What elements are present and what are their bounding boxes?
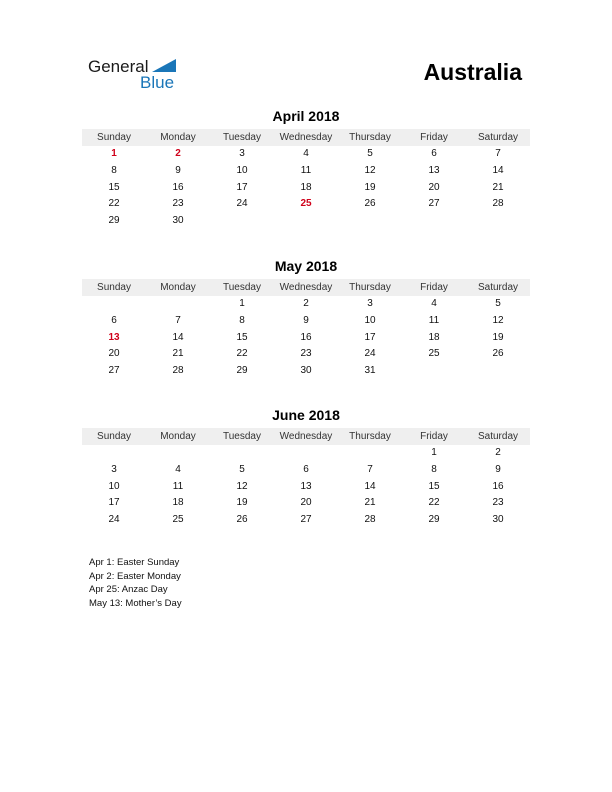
day-cell: 14 <box>364 480 376 492</box>
day-cell: 7 <box>367 463 373 475</box>
day-cell: 8 <box>431 463 437 475</box>
day-cell: 23 <box>300 348 312 360</box>
day-cell: 5 <box>239 463 245 475</box>
day-cell: 5 <box>495 298 501 309</box>
day-cell: 14 <box>492 164 504 176</box>
day-cell <box>466 363 530 380</box>
week-row <box>82 313 530 330</box>
day-cell: 27 <box>428 198 440 210</box>
day-cell: 11 <box>428 314 440 326</box>
day-cell: 3 <box>367 298 373 309</box>
week-row <box>82 462 530 479</box>
day-cell: 11 <box>300 164 312 176</box>
day-cell: 14 <box>172 331 184 343</box>
weekday-header: Thursday <box>349 132 391 143</box>
day-cell: 19 <box>492 331 504 343</box>
day-cell: 13 <box>428 164 440 176</box>
week-row <box>82 346 530 363</box>
day-cell: 18 <box>172 497 184 509</box>
day-cell: 24 <box>236 198 248 210</box>
day-cell: 7 <box>175 314 181 326</box>
day-cell: 18 <box>300 181 312 193</box>
day-cell <box>402 363 466 380</box>
day-cell: 25 <box>428 348 440 360</box>
weekday-header: Saturday <box>477 431 519 442</box>
day-cell: 16 <box>172 181 184 193</box>
month-block <box>82 107 530 230</box>
weekday-header: Saturday <box>477 132 519 143</box>
day-cell <box>274 445 338 462</box>
holiday-note: Apr 1: Easter Sunday <box>89 557 180 568</box>
holiday-note: Apr 2: Easter Monday <box>89 570 181 582</box>
day-cell: 29 <box>236 365 248 377</box>
day-cell: 17 <box>236 181 248 193</box>
day-cell: 9 <box>303 314 309 326</box>
day-cell: 10 <box>236 164 248 176</box>
day-cell: 23 <box>172 198 184 210</box>
month-title: June 2018 <box>272 407 340 423</box>
day-cell: 21 <box>172 348 184 360</box>
holiday-note: Apr 25: Anzac Day <box>89 584 168 595</box>
day-cell: 15 <box>428 480 440 492</box>
day-cell: 24 <box>108 514 120 526</box>
weekday-header-row <box>82 129 530 146</box>
day-cell <box>402 213 466 230</box>
day-cell: 15 <box>236 331 248 343</box>
week-row <box>82 163 530 180</box>
week-row <box>82 445 530 462</box>
day-cell: 12 <box>236 480 248 492</box>
day-cell: 9 <box>175 164 181 176</box>
country-title: Australia <box>423 59 522 85</box>
day-cell: 17 <box>108 497 120 509</box>
day-cell: 15 <box>108 181 120 193</box>
day-cell: 30 <box>300 365 312 377</box>
week-row <box>82 296 530 313</box>
weekday-header: Friday <box>420 132 448 143</box>
day-cell: 21 <box>364 497 376 509</box>
day-cell: 1 <box>431 447 437 458</box>
day-cell: 20 <box>108 348 120 360</box>
weekday-header: Friday <box>420 431 448 442</box>
day-cell <box>274 213 338 230</box>
week-row <box>82 196 530 213</box>
day-cell: 13 <box>300 480 312 492</box>
day-cell: 26 <box>364 198 376 210</box>
day-cell: 12 <box>492 314 504 326</box>
day-cell: 10 <box>108 480 120 492</box>
weekday-header: Monday <box>160 282 196 293</box>
day-cell: 8 <box>111 164 117 176</box>
weekday-header: Sunday <box>97 282 131 293</box>
week-row <box>82 495 530 512</box>
month-block <box>82 257 530 380</box>
weekday-header: Monday <box>160 132 196 143</box>
day-cell <box>210 213 274 230</box>
day-cell: 8 <box>239 314 245 326</box>
week-row <box>82 363 530 380</box>
day-cell: 6 <box>111 314 117 326</box>
day-cell: 22 <box>428 497 440 509</box>
day-cell: 10 <box>364 314 376 326</box>
weekday-header: Thursday <box>349 431 391 442</box>
week-row <box>82 146 530 163</box>
weekday-header: Tuesday <box>223 282 261 293</box>
weekday-header: Tuesday <box>223 132 261 143</box>
day-cell: 24 <box>364 348 376 360</box>
day-cell: 29 <box>108 215 120 227</box>
weekday-header: Thursday <box>349 282 391 293</box>
day-cell: 20 <box>300 497 312 509</box>
day-cell: 13 <box>108 331 120 343</box>
day-cell: 27 <box>108 365 120 377</box>
day-cell: 23 <box>492 497 504 509</box>
day-cell: 16 <box>300 331 312 343</box>
logo-general-text: General <box>88 57 149 76</box>
logo-triangle-icon <box>152 59 176 72</box>
day-cell <box>146 296 210 313</box>
day-cell: 28 <box>364 514 376 526</box>
day-cell: 26 <box>492 348 504 360</box>
weekday-header-row <box>82 428 530 445</box>
day-cell: 11 <box>172 480 184 492</box>
month-title: May 2018 <box>274 258 338 274</box>
day-cell: 25 <box>172 514 184 526</box>
day-cell <box>82 296 146 313</box>
day-cell: 22 <box>108 198 120 210</box>
day-cell: 30 <box>492 514 504 526</box>
weekday-header: Tuesday <box>223 431 261 442</box>
week-row <box>82 180 530 197</box>
week-row <box>82 330 530 347</box>
week-row <box>82 479 530 496</box>
day-cell: 17 <box>364 331 376 343</box>
day-cell: 28 <box>492 198 504 210</box>
holiday-notes <box>89 556 182 610</box>
day-cell: 30 <box>172 215 184 227</box>
weekday-header: Monday <box>160 431 196 442</box>
day-cell <box>82 445 146 462</box>
day-cell: 21 <box>492 181 504 193</box>
weekday-header: Saturday <box>477 282 519 293</box>
day-cell: 25 <box>300 198 312 210</box>
day-cell: 2 <box>303 298 309 309</box>
day-cell: 3 <box>239 148 245 159</box>
day-cell: 16 <box>492 480 504 492</box>
day-cell: 3 <box>111 463 117 475</box>
day-cell: 1 <box>111 148 117 159</box>
day-cell: 4 <box>175 463 181 475</box>
day-cell <box>338 213 402 230</box>
day-cell: 26 <box>236 514 248 526</box>
weekday-header: Sunday <box>97 431 131 442</box>
day-cell: 18 <box>428 331 440 343</box>
logo-blue-text: Blue <box>140 73 175 92</box>
day-cell: 4 <box>303 148 309 159</box>
weekday-header: Wednesday <box>279 132 333 143</box>
week-row <box>82 512 530 529</box>
day-cell: 7 <box>495 148 501 159</box>
weekday-header: Wednesday <box>279 282 333 293</box>
day-cell: 27 <box>300 514 312 526</box>
day-cell: 1 <box>239 298 245 309</box>
day-cell: 19 <box>236 497 248 509</box>
day-cell: 6 <box>431 148 437 159</box>
holiday-note: May 13: Mother’s Day <box>89 597 182 609</box>
day-cell: 12 <box>364 164 376 176</box>
day-cell <box>466 213 530 230</box>
day-cell: 19 <box>364 181 376 193</box>
weekday-header: Wednesday <box>279 431 333 442</box>
weekday-header-row <box>82 279 530 296</box>
day-cell: 5 <box>367 148 373 159</box>
day-cell <box>146 445 210 462</box>
day-cell: 28 <box>172 365 184 377</box>
day-cell <box>338 445 402 462</box>
week-row <box>82 213 530 230</box>
generalblue-logo <box>88 56 198 92</box>
month-title: April 2018 <box>272 108 340 124</box>
day-cell: 2 <box>495 447 501 458</box>
day-cell: 4 <box>431 298 437 309</box>
day-cell: 22 <box>236 348 248 360</box>
day-cell: 9 <box>495 463 501 475</box>
day-cell <box>210 445 274 462</box>
day-cell: 20 <box>428 181 440 193</box>
day-cell: 29 <box>428 514 440 526</box>
day-cell: 31 <box>364 365 376 377</box>
day-cell: 6 <box>303 463 309 475</box>
month-block <box>82 406 530 529</box>
day-cell: 2 <box>175 148 181 159</box>
weekday-header: Friday <box>420 282 448 293</box>
weekday-header: Sunday <box>97 132 131 143</box>
